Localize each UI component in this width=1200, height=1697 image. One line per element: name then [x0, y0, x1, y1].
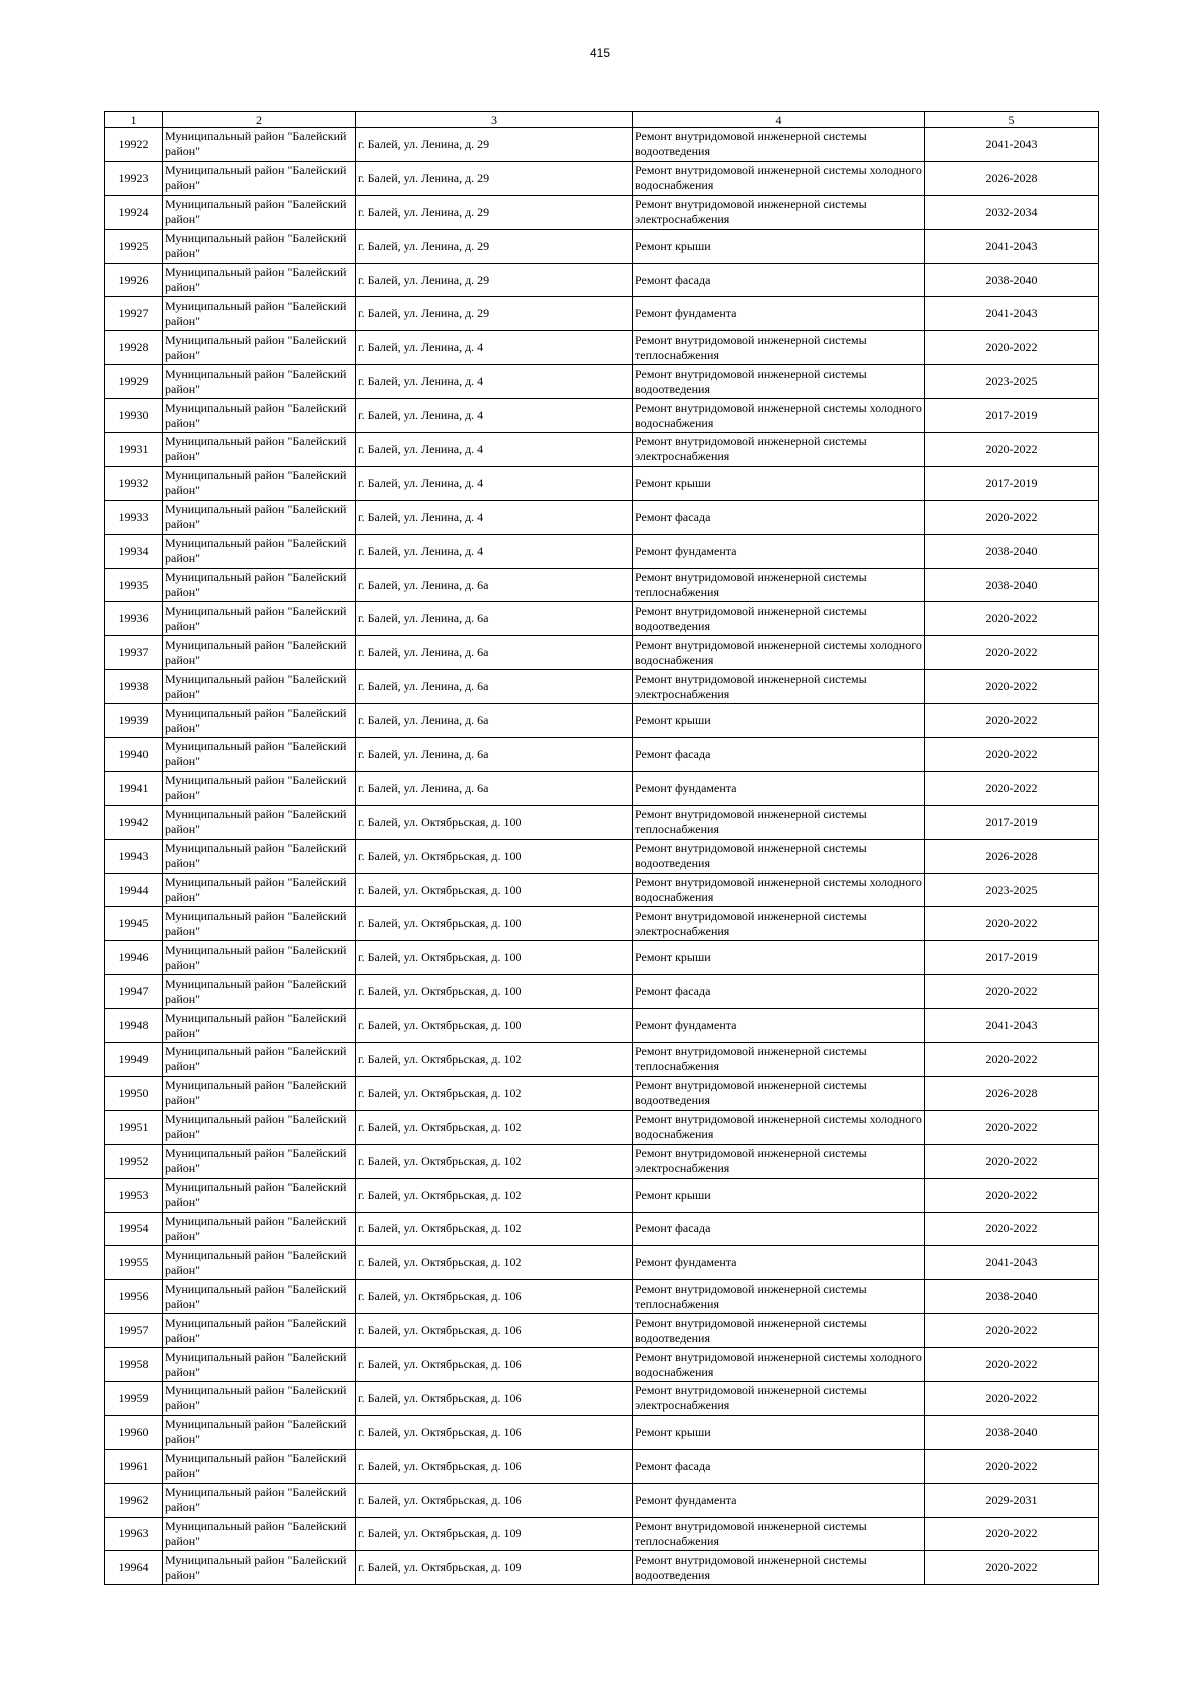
- cell-address: г. Балей, ул. Октябрьская, д. 100: [356, 873, 633, 907]
- cell-row-number: 19959: [105, 1381, 163, 1415]
- table-row: [105, 771, 1099, 805]
- cell-period: 2020-2022: [925, 433, 1099, 467]
- repair-schedule-table: [104, 111, 1099, 1585]
- table-row: [105, 738, 1099, 772]
- cell-work-type: Ремонт фасада: [633, 738, 925, 772]
- cell-address: г. Балей, ул. Октябрьская, д. 102: [356, 1110, 633, 1144]
- cell-work-type: Ремонт внутридомовой инженерной системы теплоснабжения: [633, 1043, 925, 1077]
- cell-row-number: 19946: [105, 941, 163, 975]
- cell-municipality: Муниципальный район "Балейский район": [163, 941, 356, 975]
- table-row: [105, 1551, 1099, 1585]
- table-row: [105, 1009, 1099, 1043]
- cell-municipality: Муниципальный район "Балейский район": [163, 907, 356, 941]
- cell-row-number: 19940: [105, 738, 163, 772]
- cell-municipality: Муниципальный район "Балейский район": [163, 1144, 356, 1178]
- cell-period: 2020-2022: [925, 1449, 1099, 1483]
- cell-municipality: Муниципальный район "Балейский район": [163, 1280, 356, 1314]
- table-row: [105, 466, 1099, 500]
- cell-period: 2020-2022: [925, 1144, 1099, 1178]
- cell-row-number: 19929: [105, 365, 163, 399]
- cell-period: 2020-2022: [925, 907, 1099, 941]
- cell-work-type: Ремонт внутридомовой инженерной системы теплоснабжения: [633, 1280, 925, 1314]
- cell-address: г. Балей, ул. Октябрьская, д. 106: [356, 1449, 633, 1483]
- table-row: [105, 941, 1099, 975]
- cell-address: г. Балей, ул. Октябрьская, д. 102: [356, 1144, 633, 1178]
- cell-row-number: 19944: [105, 873, 163, 907]
- cell-municipality: Муниципальный район "Балейский район": [163, 1381, 356, 1415]
- cell-row-number: 19928: [105, 331, 163, 365]
- cell-work-type: Ремонт фундамента: [633, 1483, 925, 1517]
- page-number: 415: [589, 46, 611, 60]
- cell-row-number: 19923: [105, 161, 163, 195]
- cell-work-type: Ремонт внутридомовой инженерной системы теплоснабжения: [633, 805, 925, 839]
- cell-work-type: Ремонт фундамента: [633, 771, 925, 805]
- cell-row-number: 19952: [105, 1144, 163, 1178]
- cell-municipality: Муниципальный район "Балейский район": [163, 1076, 356, 1110]
- cell-period: 2020-2022: [925, 1178, 1099, 1212]
- cell-municipality: Муниципальный район "Балейский район": [163, 1178, 356, 1212]
- cell-period: 2020-2022: [925, 636, 1099, 670]
- cell-row-number: 19932: [105, 466, 163, 500]
- cell-work-type: Ремонт внутридомовой инженерной системы водоотведения: [633, 1314, 925, 1348]
- cell-row-number: 19936: [105, 602, 163, 636]
- cell-municipality: Муниципальный район "Балейский район": [163, 1449, 356, 1483]
- table-row: [105, 1280, 1099, 1314]
- cell-row-number: 19925: [105, 229, 163, 263]
- cell-municipality: Муниципальный район "Балейский район": [163, 704, 356, 738]
- cell-municipality: Муниципальный район "Балейский район": [163, 297, 356, 331]
- cell-row-number: 19924: [105, 195, 163, 229]
- table-row: [105, 568, 1099, 602]
- cell-period: 2020-2022: [925, 670, 1099, 704]
- cell-work-type: Ремонт внутридомовой инженерной системы холодного водоснабжения: [633, 873, 925, 907]
- cell-work-type: Ремонт фасада: [633, 1212, 925, 1246]
- cell-period: 2020-2022: [925, 331, 1099, 365]
- cell-address: г. Балей, ул. Ленина, д. 6а: [356, 636, 633, 670]
- table-row: [105, 1517, 1099, 1551]
- table-row: [105, 1246, 1099, 1280]
- cell-address: г. Балей, ул. Ленина, д. 4: [356, 365, 633, 399]
- cell-work-type: Ремонт крыши: [633, 704, 925, 738]
- cell-address: г. Балей, ул. Октябрьская, д. 102: [356, 1212, 633, 1246]
- cell-address: г. Балей, ул. Ленина, д. 4: [356, 399, 633, 433]
- table-row: [105, 873, 1099, 907]
- cell-period: 2020-2022: [925, 1212, 1099, 1246]
- cell-period: 2023-2025: [925, 365, 1099, 399]
- cell-address: г. Балей, ул. Ленина, д. 6а: [356, 704, 633, 738]
- table-row: [105, 1076, 1099, 1110]
- table-row: [105, 433, 1099, 467]
- cell-address: г. Балей, ул. Ленина, д. 29: [356, 263, 633, 297]
- cell-address: г. Балей, ул. Ленина, д. 6а: [356, 771, 633, 805]
- cell-work-type: Ремонт внутридомовой инженерной системы электроснабжения: [633, 195, 925, 229]
- cell-row-number: 19951: [105, 1110, 163, 1144]
- cell-municipality: Муниципальный район "Балейский район": [163, 1551, 356, 1585]
- cell-row-number: 19949: [105, 1043, 163, 1077]
- cell-address: г. Балей, ул. Октябрьская, д. 109: [356, 1551, 633, 1585]
- cell-address: г. Балей, ул. Октябрьская, д. 106: [356, 1348, 633, 1382]
- cell-period: 2020-2022: [925, 738, 1099, 772]
- table-row: [105, 1144, 1099, 1178]
- cell-address: г. Балей, ул. Ленина, д. 29: [356, 161, 633, 195]
- cell-municipality: Муниципальный район "Балейский район": [163, 602, 356, 636]
- cell-row-number: 19956: [105, 1280, 163, 1314]
- cell-period: 2020-2022: [925, 1043, 1099, 1077]
- cell-row-number: 19947: [105, 975, 163, 1009]
- cell-work-type: Ремонт внутридомовой инженерной системы холодного водоснабжения: [633, 161, 925, 195]
- cell-address: г. Балей, ул. Ленина, д. 4: [356, 534, 633, 568]
- cell-work-type: Ремонт внутридомовой инженерной системы водоотведения: [633, 1551, 925, 1585]
- cell-address: г. Балей, ул. Октябрьская, д. 102: [356, 1043, 633, 1077]
- cell-period: 2020-2022: [925, 1517, 1099, 1551]
- cell-period: 2020-2022: [925, 771, 1099, 805]
- table-row: [105, 704, 1099, 738]
- cell-period: 2017-2019: [925, 466, 1099, 500]
- cell-work-type: Ремонт крыши: [633, 466, 925, 500]
- table-row: [105, 1110, 1099, 1144]
- cell-municipality: Муниципальный район "Балейский район": [163, 839, 356, 873]
- cell-work-type: Ремонт фасада: [633, 1449, 925, 1483]
- cell-row-number: 19930: [105, 399, 163, 433]
- cell-work-type: Ремонт внутридомовой инженерной системы холодного водоснабжения: [633, 399, 925, 433]
- table-header-row: [105, 112, 1099, 128]
- cell-address: г. Балей, ул. Ленина, д. 4: [356, 500, 633, 534]
- table-row: [105, 128, 1099, 162]
- cell-row-number: 19935: [105, 568, 163, 602]
- cell-address: г. Балей, ул. Октябрьская, д. 102: [356, 1178, 633, 1212]
- cell-address: г. Балей, ул. Октябрьская, д. 102: [356, 1076, 633, 1110]
- cell-municipality: Муниципальный район "Балейский район": [163, 975, 356, 1009]
- cell-address: г. Балей, ул. Октябрьская, д. 106: [356, 1314, 633, 1348]
- cell-address: г. Балей, ул. Ленина, д. 4: [356, 433, 633, 467]
- cell-municipality: Муниципальный район "Балейский район": [163, 365, 356, 399]
- cell-address: г. Балей, ул. Октябрьская, д. 100: [356, 907, 633, 941]
- cell-row-number: 19931: [105, 433, 163, 467]
- cell-period: 2026-2028: [925, 1076, 1099, 1110]
- cell-period: 2020-2022: [925, 1348, 1099, 1382]
- header-col-2: 2: [163, 112, 356, 128]
- cell-work-type: Ремонт внутридомовой инженерной системы электроснабжения: [633, 433, 925, 467]
- table-row: [105, 161, 1099, 195]
- cell-address: г. Балей, ул. Ленина, д. 6а: [356, 602, 633, 636]
- cell-period: 2041-2043: [925, 297, 1099, 331]
- cell-period: 2041-2043: [925, 1009, 1099, 1043]
- cell-address: г. Балей, ул. Ленина, д. 29: [356, 229, 633, 263]
- cell-municipality: Муниципальный район "Балейский район": [163, 636, 356, 670]
- cell-period: 2041-2043: [925, 1246, 1099, 1280]
- cell-address: г. Балей, ул. Октябрьская, д. 106: [356, 1415, 633, 1449]
- cell-municipality: Муниципальный район "Балейский район": [163, 738, 356, 772]
- cell-address: г. Балей, ул. Октябрьская, д. 106: [356, 1280, 633, 1314]
- cell-work-type: Ремонт фасада: [633, 975, 925, 1009]
- table-row: [105, 1348, 1099, 1382]
- cell-work-type: Ремонт внутридомовой инженерной системы теплоснабжения: [633, 331, 925, 365]
- table-row: [105, 1314, 1099, 1348]
- cell-municipality: Муниципальный район "Балейский район": [163, 873, 356, 907]
- cell-row-number: 19961: [105, 1449, 163, 1483]
- table-row: [105, 297, 1099, 331]
- cell-address: г. Балей, ул. Ленина, д. 6а: [356, 738, 633, 772]
- cell-row-number: 19962: [105, 1483, 163, 1517]
- cell-row-number: 19926: [105, 263, 163, 297]
- cell-row-number: 19948: [105, 1009, 163, 1043]
- table-row: [105, 602, 1099, 636]
- cell-work-type: Ремонт внутридомовой инженерной системы водоотведения: [633, 602, 925, 636]
- table-row: [105, 534, 1099, 568]
- cell-work-type: Ремонт внутридомовой инженерной системы электроснабжения: [633, 670, 925, 704]
- table-row: [105, 907, 1099, 941]
- cell-row-number: 19942: [105, 805, 163, 839]
- cell-row-number: 19939: [105, 704, 163, 738]
- cell-row-number: 19964: [105, 1551, 163, 1585]
- cell-period: 2023-2025: [925, 873, 1099, 907]
- cell-period: 2017-2019: [925, 805, 1099, 839]
- cell-work-type: Ремонт внутридомовой инженерной системы электроснабжения: [633, 1381, 925, 1415]
- cell-work-type: Ремонт внутридомовой инженерной системы теплоснабжения: [633, 1517, 925, 1551]
- cell-municipality: Муниципальный район "Балейский район": [163, 805, 356, 839]
- cell-period: 2020-2022: [925, 500, 1099, 534]
- cell-period: 2026-2028: [925, 839, 1099, 873]
- cell-row-number: 19960: [105, 1415, 163, 1449]
- table-row: [105, 500, 1099, 534]
- cell-row-number: 19955: [105, 1246, 163, 1280]
- cell-municipality: Муниципальный район "Балейский район": [163, 399, 356, 433]
- cell-municipality: Муниципальный район "Балейский район": [163, 161, 356, 195]
- cell-row-number: 19937: [105, 636, 163, 670]
- table-row: [105, 229, 1099, 263]
- cell-municipality: Муниципальный район "Балейский район": [163, 466, 356, 500]
- cell-address: г. Балей, ул. Ленина, д. 29: [356, 195, 633, 229]
- table-row: [105, 1415, 1099, 1449]
- cell-work-type: Ремонт внутридомовой инженерной системы электроснабжения: [633, 1144, 925, 1178]
- cell-row-number: 19941: [105, 771, 163, 805]
- cell-row-number: 19943: [105, 839, 163, 873]
- cell-period: 2020-2022: [925, 602, 1099, 636]
- cell-municipality: Муниципальный район "Балейский район": [163, 1483, 356, 1517]
- cell-municipality: Муниципальный район "Балейский район": [163, 1110, 356, 1144]
- cell-municipality: Муниципальный район "Балейский район": [163, 500, 356, 534]
- cell-period: 2038-2040: [925, 534, 1099, 568]
- cell-period: 2041-2043: [925, 229, 1099, 263]
- cell-address: г. Балей, ул. Октябрьская, д. 100: [356, 839, 633, 873]
- cell-municipality: Муниципальный район "Балейский район": [163, 1415, 356, 1449]
- cell-address: г. Балей, ул. Октябрьская, д. 100: [356, 941, 633, 975]
- table-row: [105, 331, 1099, 365]
- table-row: [105, 670, 1099, 704]
- cell-address: г. Балей, ул. Октябрьская, д. 106: [356, 1483, 633, 1517]
- cell-municipality: Муниципальный район "Балейский район": [163, 1348, 356, 1382]
- header-col-4: 4: [633, 112, 925, 128]
- cell-municipality: Муниципальный район "Балейский район": [163, 1212, 356, 1246]
- table-row: [105, 263, 1099, 297]
- cell-work-type: Ремонт внутридомовой инженерной системы холодного водоснабжения: [633, 1110, 925, 1144]
- cell-work-type: Ремонт внутридомовой инженерной системы холодного водоснабжения: [633, 636, 925, 670]
- cell-row-number: 19950: [105, 1076, 163, 1110]
- cell-row-number: 19953: [105, 1178, 163, 1212]
- cell-period: 2038-2040: [925, 1280, 1099, 1314]
- cell-period: 2020-2022: [925, 704, 1099, 738]
- table-row: [105, 1212, 1099, 1246]
- cell-address: г. Балей, ул. Ленина, д. 29: [356, 128, 633, 162]
- cell-municipality: Муниципальный район "Балейский район": [163, 128, 356, 162]
- cell-period: 2020-2022: [925, 975, 1099, 1009]
- cell-work-type: Ремонт фундамента: [633, 1009, 925, 1043]
- table-row: [105, 805, 1099, 839]
- cell-work-type: Ремонт внутридомовой инженерной системы водоотведения: [633, 1076, 925, 1110]
- cell-municipality: Муниципальный район "Балейский район": [163, 263, 356, 297]
- table-row: [105, 399, 1099, 433]
- table-row: [105, 839, 1099, 873]
- cell-address: г. Балей, ул. Ленина, д. 6а: [356, 670, 633, 704]
- cell-period: 2032-2034: [925, 195, 1099, 229]
- cell-work-type: Ремонт фундамента: [633, 297, 925, 331]
- header-col-1: 1: [105, 112, 163, 128]
- cell-address: г. Балей, ул. Октябрьская, д. 109: [356, 1517, 633, 1551]
- cell-address: г. Балей, ул. Октябрьская, д. 100: [356, 1009, 633, 1043]
- cell-address: г. Балей, ул. Октябрьская, д. 100: [356, 805, 633, 839]
- cell-municipality: Муниципальный район "Балейский район": [163, 1009, 356, 1043]
- cell-period: 2017-2019: [925, 941, 1099, 975]
- cell-address: г. Балей, ул. Октябрьская, д. 100: [356, 975, 633, 1009]
- cell-row-number: 19938: [105, 670, 163, 704]
- cell-municipality: Муниципальный район "Балейский район": [163, 229, 356, 263]
- cell-address: г. Балей, ул. Октябрьская, д. 102: [356, 1246, 633, 1280]
- cell-row-number: 19963: [105, 1517, 163, 1551]
- table-row: [105, 365, 1099, 399]
- cell-work-type: Ремонт фасада: [633, 263, 925, 297]
- cell-row-number: 19922: [105, 128, 163, 162]
- cell-period: 2017-2019: [925, 399, 1099, 433]
- cell-municipality: Муниципальный район "Балейский район": [163, 534, 356, 568]
- cell-work-type: Ремонт крыши: [633, 229, 925, 263]
- cell-row-number: 19957: [105, 1314, 163, 1348]
- cell-period: 2029-2031: [925, 1483, 1099, 1517]
- cell-work-type: Ремонт фасада: [633, 500, 925, 534]
- cell-period: 2020-2022: [925, 1110, 1099, 1144]
- cell-municipality: Муниципальный район "Балейский район": [163, 331, 356, 365]
- cell-address: г. Балей, ул. Октябрьская, д. 106: [356, 1381, 633, 1415]
- cell-work-type: Ремонт внутридомовой инженерной системы холодного водоснабжения: [633, 1348, 925, 1382]
- cell-work-type: Ремонт внутридомовой инженерной системы электроснабжения: [633, 907, 925, 941]
- cell-address: г. Балей, ул. Ленина, д. 4: [356, 466, 633, 500]
- cell-municipality: Муниципальный район "Балейский район": [163, 771, 356, 805]
- cell-work-type: Ремонт фундамента: [633, 1246, 925, 1280]
- cell-work-type: Ремонт крыши: [633, 1415, 925, 1449]
- cell-municipality: Муниципальный район "Балейский район": [163, 670, 356, 704]
- cell-address: г. Балей, ул. Ленина, д. 29: [356, 297, 633, 331]
- table-row: [105, 1381, 1099, 1415]
- cell-period: 2020-2022: [925, 1551, 1099, 1585]
- cell-row-number: 19934: [105, 534, 163, 568]
- cell-municipality: Муниципальный район "Балейский район": [163, 1246, 356, 1280]
- cell-work-type: Ремонт внутридомовой инженерной системы теплоснабжения: [633, 568, 925, 602]
- table-row: [105, 195, 1099, 229]
- header-col-5: 5: [925, 112, 1099, 128]
- cell-period: 2038-2040: [925, 1415, 1099, 1449]
- cell-row-number: 19927: [105, 297, 163, 331]
- cell-period: 2038-2040: [925, 568, 1099, 602]
- cell-work-type: Ремонт внутридомовой инженерной системы водоотведения: [633, 365, 925, 399]
- cell-municipality: Муниципальный район "Балейский район": [163, 1314, 356, 1348]
- header-col-3: 3: [356, 112, 633, 128]
- cell-period: 2038-2040: [925, 263, 1099, 297]
- cell-municipality: Муниципальный район "Балейский район": [163, 1043, 356, 1077]
- cell-municipality: Муниципальный район "Балейский район": [163, 195, 356, 229]
- table-row: [105, 975, 1099, 1009]
- cell-row-number: 19954: [105, 1212, 163, 1246]
- cell-work-type: Ремонт внутридомовой инженерной системы водоотведения: [633, 128, 925, 162]
- cell-address: г. Балей, ул. Ленина, д. 6а: [356, 568, 633, 602]
- cell-row-number: 19958: [105, 1348, 163, 1382]
- cell-work-type: Ремонт фундамента: [633, 534, 925, 568]
- cell-work-type: Ремонт крыши: [633, 1178, 925, 1212]
- cell-municipality: Муниципальный район "Балейский район": [163, 568, 356, 602]
- cell-row-number: 19945: [105, 907, 163, 941]
- table-row: [105, 636, 1099, 670]
- cell-work-type: Ремонт внутридомовой инженерной системы водоотведения: [633, 839, 925, 873]
- cell-work-type: Ремонт крыши: [633, 941, 925, 975]
- cell-period: 2020-2022: [925, 1314, 1099, 1348]
- cell-municipality: Муниципальный район "Балейский район": [163, 433, 356, 467]
- cell-row-number: 19933: [105, 500, 163, 534]
- cell-period: 2026-2028: [925, 161, 1099, 195]
- table-row: [105, 1178, 1099, 1212]
- cell-municipality: Муниципальный район "Балейский район": [163, 1517, 356, 1551]
- table-row: [105, 1483, 1099, 1517]
- cell-period: 2041-2043: [925, 128, 1099, 162]
- table-body: [105, 128, 1099, 1585]
- cell-address: г. Балей, ул. Ленина, д. 4: [356, 331, 633, 365]
- cell-period: 2020-2022: [925, 1381, 1099, 1415]
- table-row: [105, 1449, 1099, 1483]
- table-row: [105, 1043, 1099, 1077]
